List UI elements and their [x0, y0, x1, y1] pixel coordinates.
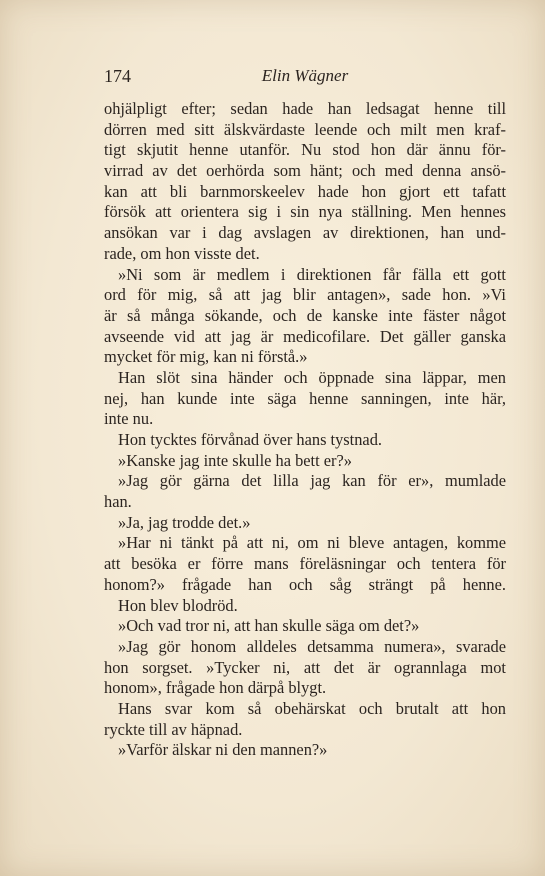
text-line: »Ja, jag trodde det.»	[118, 512, 251, 532]
text-line: »Kanske jag inte skulle ha bett er?»	[118, 450, 352, 470]
text-line: nej, han kunde inte säga henne sanningen, inte här,	[104, 388, 506, 408]
page-number: 174	[104, 66, 131, 86]
text-line: han.	[104, 492, 132, 512]
text-line: inte nu.	[104, 409, 154, 429]
text-line: mycket för mig, kan ni förstå.»	[104, 347, 308, 367]
text-line: ryckte till av häpnad.	[104, 719, 243, 739]
text-line: avseende vid att jag är medicofilare. Det gäller ganska	[104, 326, 506, 346]
text-line: att besöka er förre mans föreläsningar och tentera för	[104, 554, 506, 574]
text-line: »Varför älskar ni den mannen?»	[118, 740, 328, 760]
text-line: honom», frågade hon därpå blygt.	[104, 678, 327, 698]
text-line: är så många sökande, och de kanske inte fäster något	[104, 305, 506, 325]
text-line: dörren med sitt älskvärdaste leende och milt men kraf-	[104, 119, 506, 139]
text-line: »Jag gör gärna det lilla jag kan för er», mumlade	[118, 471, 506, 491]
text-line: ord för mig, så att jag blir antagen», sade hon. »Vi	[104, 285, 506, 305]
text-line: Hon blev blodröd.	[118, 595, 238, 615]
text-line: »Har ni tänkt på att ni, om ni bleve antagen, komme	[118, 533, 506, 553]
text-line: ansökan var i dag avslagen av direktionen, han und-	[104, 223, 506, 243]
text-line: Hans svar kom så obehärskat och brutalt att hon	[118, 698, 506, 718]
page-header	[104, 62, 506, 92]
text-line: »Jag gör honom alldeles detsamma numera», svarade	[118, 636, 506, 656]
text-line: honom?» frågade han och såg strängt på henne.	[104, 574, 506, 594]
text-line: försök att orientera sig i sin nya ställning. Men hennes	[104, 202, 506, 222]
text-line: »Ni som är medlem i direktionen får fälla ett gott	[118, 264, 506, 284]
text-line: Hon tycktes förvånad över hans tystnad.	[118, 430, 383, 449]
text-line: ohjälpligt efter; sedan hade han ledsagat henne till	[104, 99, 506, 118]
running-head: Elin Wägner	[261, 66, 349, 85]
text-line: Han slöt sina händer och öppnade sina läppar, men	[118, 367, 506, 387]
text-line: tigt skjutit henne utanför. Nu stod hon där ännu för-	[104, 140, 506, 160]
text-line: rade, om hon visste det.	[104, 243, 260, 263]
body-text	[104, 99, 506, 761]
text-line: kan att bli barnmorskeelev hade hon gjort ett tafatt	[104, 181, 506, 201]
text-line: hon sorgset. »Tycker ni, att det är ogrannlaga mot	[104, 657, 506, 677]
text-line: virrad av det oerhörda som hänt; och med denna ansö-	[104, 161, 506, 181]
text-line: »Och vad tror ni, att han skulle säga om det?»	[118, 616, 420, 636]
